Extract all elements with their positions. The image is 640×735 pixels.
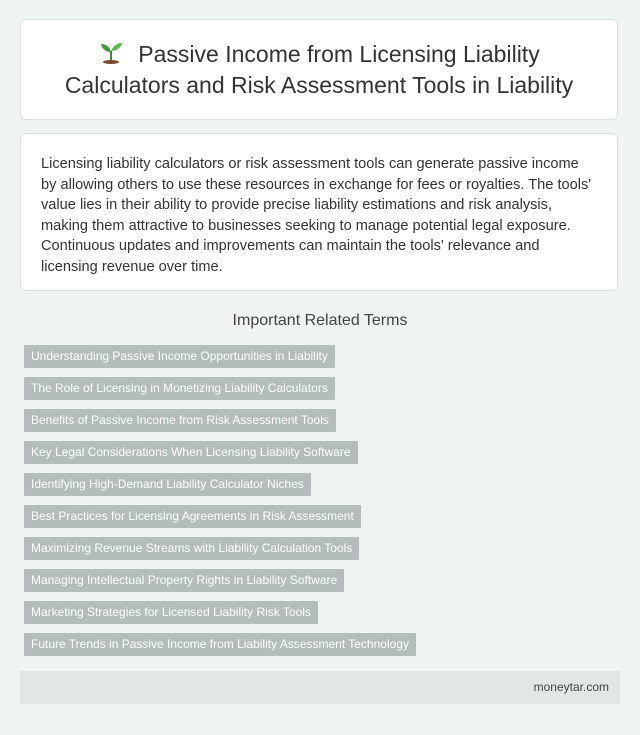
sprout-icon — [98, 40, 124, 64]
summary-text: Licensing liability calculators or risk assessment tools can generate passive income by allowing others to use these resources in exchange for fees or royalties. The tools' value lies in their ability to provide precise liability estimations and risk analysis, making them attractive to businesses seeking to manage potential legal exposure. Continuous updates and improvements can maintain the tools' relevance and licensing revenue over time. — [41, 156, 592, 275]
related-term-link[interactable]: Maximizing Revenue Streams with Liability Calculation Tools — [24, 537, 359, 560]
list-item — [24, 537, 624, 560]
related-term-link[interactable]: Best Practices for Licensing Agreements in Risk Assessment — [24, 505, 361, 528]
related-terms-heading: Important Related Terms — [232, 312, 408, 329]
footer — [20, 671, 620, 704]
list-item — [24, 473, 624, 496]
list-item — [24, 505, 624, 528]
related-term-link[interactable]: Identifying High-Demand Liability Calculator Niches — [24, 473, 311, 496]
list-item — [24, 633, 624, 656]
related-terms-list — [24, 345, 624, 665]
list-item — [24, 345, 624, 368]
list-item — [24, 409, 624, 432]
related-term-link[interactable]: Marketing Strategies for Licensed Liability Risk Tools — [24, 601, 318, 624]
related-term-link[interactable]: Benefits of Passive Income from Risk Assessment Tools — [24, 409, 336, 432]
related-term-link[interactable]: Managing Intellectual Property Rights in Liability Software — [24, 569, 344, 592]
list-item — [24, 441, 624, 464]
list-item — [24, 569, 624, 592]
page-title-text: Passive Income from Licensing Liability Calculators and Risk Assessment Tools in Liability — [64, 40, 574, 98]
related-term-link[interactable]: Future Trends in Passive Income from Liability Assessment Technology — [24, 633, 416, 656]
summary-card — [20, 133, 618, 291]
related-term-link[interactable]: The Role of Licensing in Monetizing Liability Calculators — [24, 377, 335, 400]
page-title — [21, 39, 617, 101]
list-item — [24, 601, 624, 624]
related-term-link[interactable]: Key Legal Considerations When Licensing Liability Software — [24, 441, 358, 464]
footer-site-link[interactable]: moneytar.com — [533, 680, 609, 694]
list-item — [24, 377, 624, 400]
related-term-link[interactable]: Understanding Passive Income Opportunities in Liability — [24, 345, 335, 368]
title-card — [20, 19, 618, 120]
